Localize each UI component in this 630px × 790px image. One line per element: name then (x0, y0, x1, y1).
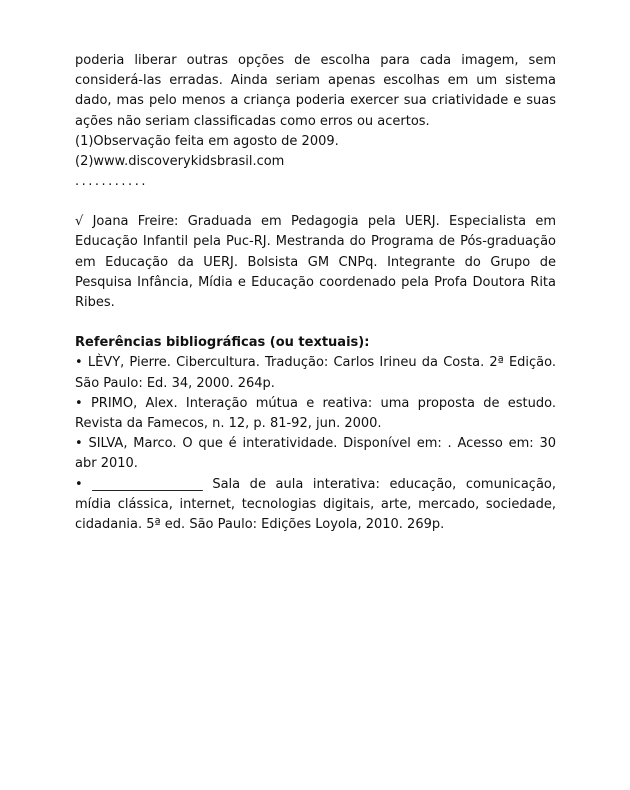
footnote-2: (2)www.discoverykidsbrasil.com (75, 154, 285, 170)
body-paragraph: poderia liberar outras opções de escolha para cada imagem, sem considerá-las erradas. Ainda seriam apenas escolhas em um sistema dado, mas pelo menos a criança poderia exercer sua criatividade e suas ações não seriam classificadas como erros ou acertos. (75, 53, 556, 129)
footnote-1: (1)Observação feita em agosto de 2009. (75, 133, 339, 149)
reference-item-primo: • PRIMO, Alex. Interação mútua e reativa: uma proposta de estudo. Revista da Famecos, n. 12, p. 81-92, jun. 2000. (75, 395, 556, 432)
reference-item-silva-2: • _________________ Sala de aula interativa: educação, comunicação, mídia clássica, internet, tecnologias digitais, arte, mercado, sociedade, cidadania. 5ª ed. São Paulo: Edições Loyola, 2010. 269p. (75, 476, 556, 533)
separator-dots: ........... (75, 174, 148, 190)
references-heading: Referências bibliográficas (ou textuais): (75, 335, 370, 351)
spacer (75, 313, 556, 333)
document-page (75, 51, 556, 535)
reference-item-silva-1: • SILVA, Marco. O que é interatividade. Disponível em: . Acesso em: 30 abr 2010. (75, 436, 556, 472)
spacer (75, 192, 556, 212)
reference-item-levy: • LÈVY, Pierre. Cibercultura. Tradução: Carlos Irineu da Costa. 2ª Edição. São Paulo: Ed. 34, 2000. 264p. (75, 355, 556, 391)
author-bio: √ Joana Freire: Graduada em Pedagogia pela UERJ. Especialista em Educação Infantil pela Puc-RJ. Mestranda do Programa de Pós-graduação em Educação da UERJ. Bolsista GM CNPq. Integrante do Grupo de Pesquisa Infância, Mídia e Educação coordenado pela Profa Doutora Rita Ribes. (75, 214, 556, 311)
